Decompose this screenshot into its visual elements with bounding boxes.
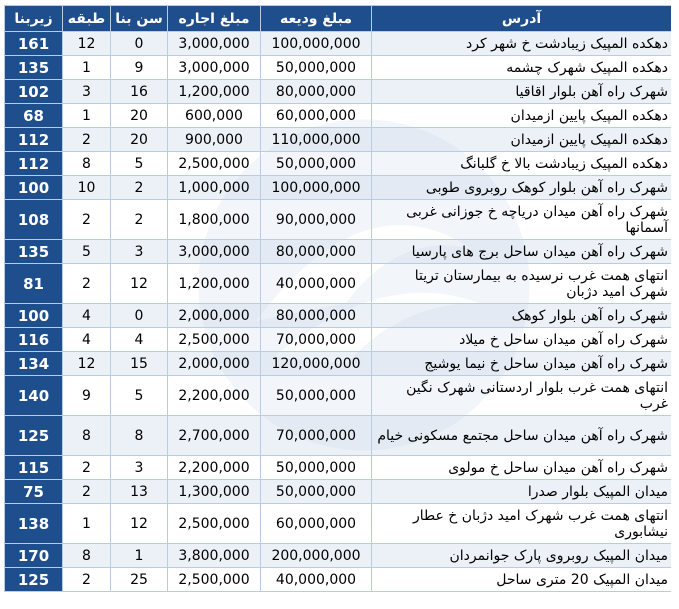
table-row bbox=[5, 200, 672, 240]
cell-area: 125 bbox=[5, 416, 63, 456]
cell-rent: 1,200,000 bbox=[168, 80, 261, 104]
cell-deposit: 100,000,000 bbox=[261, 32, 372, 56]
cell-rent: 2,700,000 bbox=[168, 416, 261, 456]
listing-table-container bbox=[4, 5, 671, 602]
cell-deposit: 90,000,000 bbox=[261, 200, 372, 240]
table-row bbox=[5, 32, 672, 56]
cell-area: 108 bbox=[5, 200, 63, 240]
cell-age: 1 bbox=[111, 544, 168, 568]
cell-deposit: 40,000,000 bbox=[261, 568, 372, 592]
cell-age: 20 bbox=[111, 104, 168, 128]
cell-rent: 600,000 bbox=[168, 104, 261, 128]
table-row bbox=[5, 352, 672, 376]
header-floor: طبقه bbox=[63, 6, 111, 32]
cell-deposit: 120,000,000 bbox=[261, 352, 372, 376]
cell-rent: 1,200,000 bbox=[168, 264, 261, 304]
cell-rent: 2,500,000 bbox=[168, 568, 261, 592]
cell-area: 75 bbox=[5, 480, 63, 504]
table-row bbox=[5, 328, 672, 352]
table-row bbox=[5, 304, 672, 328]
cell-floor: 1 bbox=[63, 504, 111, 544]
cell-age: 4 bbox=[111, 328, 168, 352]
cell-floor: 8 bbox=[63, 544, 111, 568]
cell-area: 68 bbox=[5, 104, 63, 128]
cell-area: 170 bbox=[5, 544, 63, 568]
cell-area: 115 bbox=[5, 456, 63, 480]
table-row bbox=[5, 80, 672, 104]
cell-area: 135 bbox=[5, 240, 63, 264]
cell-address: شهرک راه آهن بلوار کوهک bbox=[372, 304, 672, 328]
cell-floor: 5 bbox=[63, 240, 111, 264]
cell-age: 9 bbox=[111, 56, 168, 80]
cell-address: شهرک راه آهن بلوار اقاقیا bbox=[372, 80, 672, 104]
cell-address: دهکده المپیک زیبادشت بالا خ گلبانگ bbox=[372, 152, 672, 176]
table-row bbox=[5, 240, 672, 264]
table-row bbox=[5, 416, 672, 456]
table-row bbox=[5, 544, 672, 568]
table-row bbox=[5, 176, 672, 200]
cell-area: 100 bbox=[5, 176, 63, 200]
table-row bbox=[5, 152, 672, 176]
cell-area: 134 bbox=[5, 352, 63, 376]
cell-deposit: 110,000,000 bbox=[261, 128, 372, 152]
cell-address: شهرک راه آهن میدان ساحل خ نیما یوشیج bbox=[372, 352, 672, 376]
cell-floor: 2 bbox=[63, 200, 111, 240]
cell-area: 125 bbox=[5, 568, 63, 592]
cell-age: 12 bbox=[111, 264, 168, 304]
cell-deposit: 50,000,000 bbox=[261, 56, 372, 80]
cell-floor: 2 bbox=[63, 480, 111, 504]
cell-area: 135 bbox=[5, 56, 63, 80]
table-row bbox=[5, 568, 672, 592]
cell-deposit: 80,000,000 bbox=[261, 80, 372, 104]
cell-rent: 2,200,000 bbox=[168, 456, 261, 480]
cell-address: شهرک راه آهن میدان ساحل برج های پارسیا bbox=[372, 240, 672, 264]
cell-floor: 2 bbox=[63, 264, 111, 304]
cell-floor: 2 bbox=[63, 128, 111, 152]
cell-rent: 3,000,000 bbox=[168, 240, 261, 264]
cell-floor: 1 bbox=[63, 56, 111, 80]
cell-age: 12 bbox=[111, 504, 168, 544]
cell-rent: 1,800,000 bbox=[168, 200, 261, 240]
cell-deposit: 100,000,000 bbox=[261, 176, 372, 200]
cell-address: میدان المپیک روبروی پارک جوانمردان bbox=[372, 544, 672, 568]
cell-rent: 3,000,000 bbox=[168, 32, 261, 56]
cell-floor: 2 bbox=[63, 568, 111, 592]
cell-deposit: 60,000,000 bbox=[261, 104, 372, 128]
cell-age: 20 bbox=[111, 128, 168, 152]
cell-area: 100 bbox=[5, 304, 63, 328]
cell-floor: 4 bbox=[63, 328, 111, 352]
header-address: آدرس bbox=[372, 6, 672, 32]
cell-rent: 2,500,000 bbox=[168, 328, 261, 352]
cell-floor: 10 bbox=[63, 176, 111, 200]
cell-area: 138 bbox=[5, 504, 63, 544]
cell-rent: 1,000,000 bbox=[168, 176, 261, 200]
cell-address: شهرک راه آهن میدان ساحل خ میلاد bbox=[372, 328, 672, 352]
cell-deposit: 50,000,000 bbox=[261, 152, 372, 176]
cell-floor: 8 bbox=[63, 416, 111, 456]
cell-age: 2 bbox=[111, 176, 168, 200]
table-row bbox=[5, 480, 672, 504]
cell-address: میدان المپیک 20 متری ساحل bbox=[372, 568, 672, 592]
cell-floor: 1 bbox=[63, 104, 111, 128]
table-row bbox=[5, 456, 672, 480]
cell-deposit: 70,000,000 bbox=[261, 416, 372, 456]
cell-deposit: 50,000,000 bbox=[261, 456, 372, 480]
cell-deposit: 70,000,000 bbox=[261, 328, 372, 352]
table-row bbox=[5, 376, 672, 416]
table-row bbox=[5, 504, 672, 544]
header-area: زیربنا bbox=[5, 6, 63, 32]
cell-area: 81 bbox=[5, 264, 63, 304]
cell-rent: 2,500,000 bbox=[168, 504, 261, 544]
cell-address: شهرک راه آهن میدان ساحل مجتمع مسکونی خیام bbox=[372, 416, 672, 456]
cell-address: دهکده المپیک شهرک چشمه bbox=[372, 56, 672, 80]
cell-deposit: 60,000,000 bbox=[261, 504, 372, 544]
cell-floor: 2 bbox=[63, 456, 111, 480]
cell-floor: 8 bbox=[63, 152, 111, 176]
cell-address: انتهای همت غرب شهرک امید دژبان خ عطار نیشابوری bbox=[372, 504, 672, 544]
cell-address: دهکده المپیک پایین ازمیدان bbox=[372, 128, 672, 152]
cell-deposit: 80,000,000 bbox=[261, 304, 372, 328]
cell-age: 3 bbox=[111, 240, 168, 264]
cell-age: 2 bbox=[111, 200, 168, 240]
cell-age: 3 bbox=[111, 456, 168, 480]
cell-age: 25 bbox=[111, 568, 168, 592]
cell-address: دهکده المپیک پایین ازمیدان bbox=[372, 104, 672, 128]
cell-age: 15 bbox=[111, 352, 168, 376]
cell-floor: 12 bbox=[63, 352, 111, 376]
cell-age: 0 bbox=[111, 32, 168, 56]
cell-address: دهکده المپیک زیبادشت خ شهر کرد bbox=[372, 32, 672, 56]
cell-address: شهرک راه آهن میدان دریاچه خ جوزانی غربی آسمانها bbox=[372, 200, 672, 240]
cell-address: انتهای همت غرب نرسیده به بیمارستان تریتا شهرک امید دژبان bbox=[372, 264, 672, 304]
cell-deposit: 200,000,000 bbox=[261, 544, 372, 568]
cell-area: 161 bbox=[5, 32, 63, 56]
cell-age: 5 bbox=[111, 376, 168, 416]
cell-deposit: 80,000,000 bbox=[261, 240, 372, 264]
header-deposit: مبلغ ودیعه bbox=[261, 6, 372, 32]
cell-area: 112 bbox=[5, 128, 63, 152]
cell-age: 13 bbox=[111, 480, 168, 504]
cell-rent: 2,000,000 bbox=[168, 304, 261, 328]
cell-age: 8 bbox=[111, 416, 168, 456]
header-age: سن بنا bbox=[111, 6, 168, 32]
cell-floor: 9 bbox=[63, 376, 111, 416]
cell-rent: 900,000 bbox=[168, 128, 261, 152]
cell-age: 5 bbox=[111, 152, 168, 176]
cell-address: میدان المپیک بلوار صدرا bbox=[372, 480, 672, 504]
cell-address: انتهای همت غرب بلوار اردستانی شهرک نگین غرب bbox=[372, 376, 672, 416]
table-header-row bbox=[5, 6, 672, 32]
cell-rent: 2,200,000 bbox=[168, 376, 261, 416]
table-row bbox=[5, 264, 672, 304]
table-row bbox=[5, 56, 672, 80]
cell-rent: 2,000,000 bbox=[168, 352, 261, 376]
cell-floor: 4 bbox=[63, 304, 111, 328]
cell-floor: 12 bbox=[63, 32, 111, 56]
cell-age: 0 bbox=[111, 304, 168, 328]
cell-floor: 3 bbox=[63, 80, 111, 104]
cell-area: 102 bbox=[5, 80, 63, 104]
cell-rent: 1,300,000 bbox=[168, 480, 261, 504]
cell-deposit: 50,000,000 bbox=[261, 376, 372, 416]
cell-rent: 2,500,000 bbox=[168, 152, 261, 176]
cell-area: 112 bbox=[5, 152, 63, 176]
table-row bbox=[5, 128, 672, 152]
table-row bbox=[5, 104, 672, 128]
cell-area: 140 bbox=[5, 376, 63, 416]
cell-area: 116 bbox=[5, 328, 63, 352]
header-rent: مبلغ اجاره bbox=[168, 6, 261, 32]
cell-address: شهرک راه آهن بلوار کوهک روبروی طوبی bbox=[372, 176, 672, 200]
rental-listings-table bbox=[4, 5, 671, 592]
cell-rent: 3,000,000 bbox=[168, 56, 261, 80]
cell-rent: 3,800,000 bbox=[168, 544, 261, 568]
cell-deposit: 40,000,000 bbox=[261, 264, 372, 304]
cell-age: 16 bbox=[111, 80, 168, 104]
cell-deposit: 50,000,000 bbox=[261, 480, 372, 504]
cell-address: شهرک راه آهن میدان ساحل خ مولوی bbox=[372, 456, 672, 480]
